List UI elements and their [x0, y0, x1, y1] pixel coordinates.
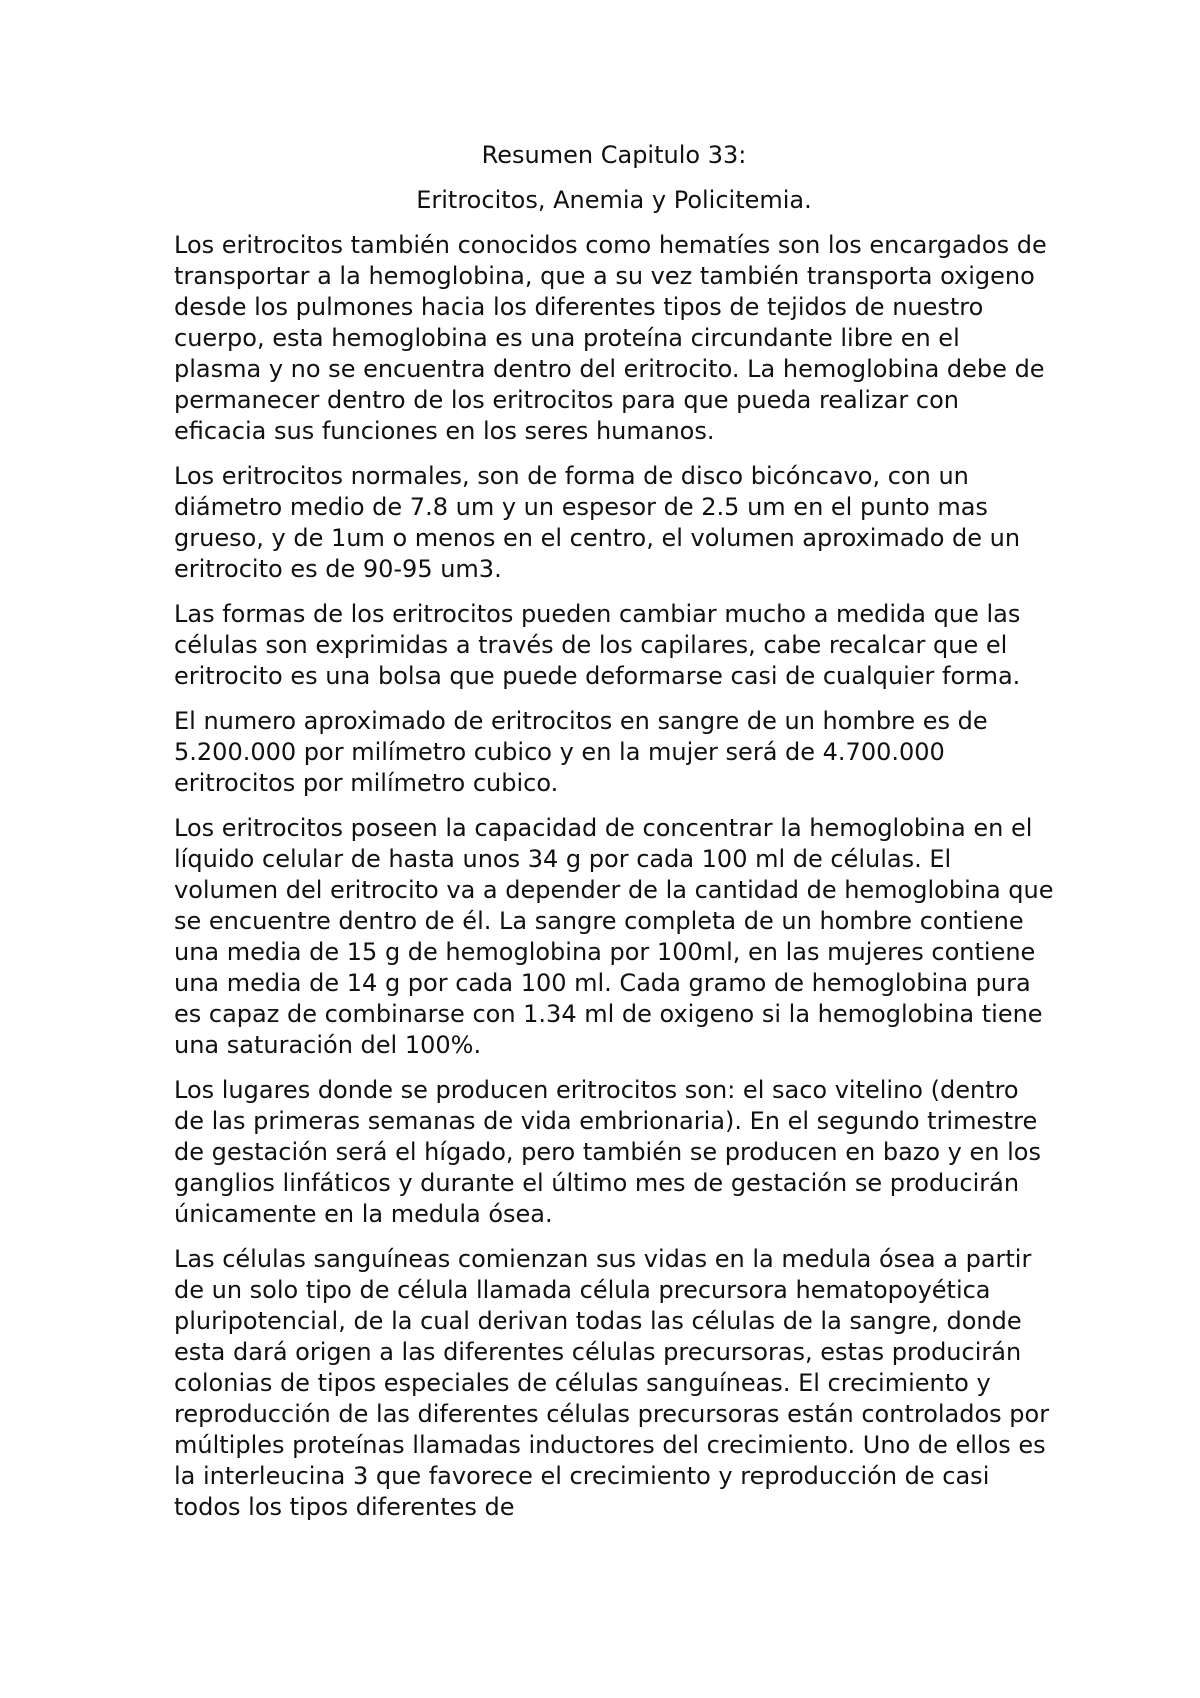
paragraph-7: Las células sanguíneas comienzan sus vidas en la medula ósea a partir de un solo tipo de célula llamada célula precursora hematopoyética pluripotencial, de la cual derivan todas las células de la sangre, donde esta dará origen a las diferentes células precursoras, estas producirán colonias de tipos especiales de células sanguíneas. El crecimiento y reproducción de las diferentes células precursoras están controlados por múltiples proteínas llamadas inductores del crecimiento. Uno de ellos es la interleucina 3 que favorece el crecimiento y reproducción de casi todos los tipos diferentes de: [174, 1245, 1050, 1521]
paragraph-3: Las formas de los eritrocitos pueden cambiar mucho a medida que las células son exprimidas a través de los capilares, cabe recalcar que el eritrocito es una bolsa que puede deformarse casi de cualquier forma.: [174, 600, 1021, 690]
document-subtitle: Eritrocitos, Anemia y Policitemia.: [416, 186, 812, 214]
paragraph-5: Los eritrocitos poseen la capacidad de concentrar la hemoglobina en el líquido celular de hasta unos 34 g por cada 100 ml de células. El volumen del eritrocito va a depender de la cantidad de hemoglobina que se encuentre dentro de él. La sangre completa de un hombre contiene una media de 15 g de hemoglobina por 100ml, en las mujeres contiene una media de 14 g por cada 100 ml. Cada gramo de hemoglobina pura es capaz de combinarse con 1.34 ml de oxigeno si la hemoglobina tiene una saturación del 100%.: [174, 814, 1054, 1059]
document-title: Resumen Capitulo 33:: [481, 141, 747, 169]
document-body: [174, 140, 1054, 1537]
paragraph-1: Los eritrocitos también conocidos como hematíes son los encargados de transportar a la hemoglobina, que a su vez también transporta oxigeno desde los pulmones hacia los diferentes tipos de tejidos de nuestro cuerpo, esta hemoglobina es una proteína circundante libre en el plasma y no se encuentra dentro del eritrocito. La hemoglobina debe de permanecer dentro de los eritrocitos para que pueda realizar con eficacia sus funciones en los seres humanos.: [174, 231, 1047, 445]
paragraph-6: Los lugares donde se producen eritrocitos son: el saco vitelino (dentro de las primeras semanas de vida embrionaria). En el segundo trimestre de gestación será el hígado, pero también se producen en bazo y en los ganglios linfáticos y durante el último mes de gestación se producirán únicamente en la medula ósea.: [174, 1076, 1041, 1228]
paragraph-2: Los eritrocitos normales, son de forma de disco bicóncavo, con un diámetro medio de 7.8 um y un espesor de 2.5 um en el punto mas grueso, y de 1um o menos en el centro, el volumen aproximado de un eritrocito es de 90-95 um3.: [174, 462, 1021, 583]
paragraph-4: El numero aproximado de eritrocitos en sangre de un hombre es de 5.200.000 por milímetro cubico y en la mujer será de 4.700.000 eritrocitos por milímetro cubico.: [174, 707, 988, 797]
